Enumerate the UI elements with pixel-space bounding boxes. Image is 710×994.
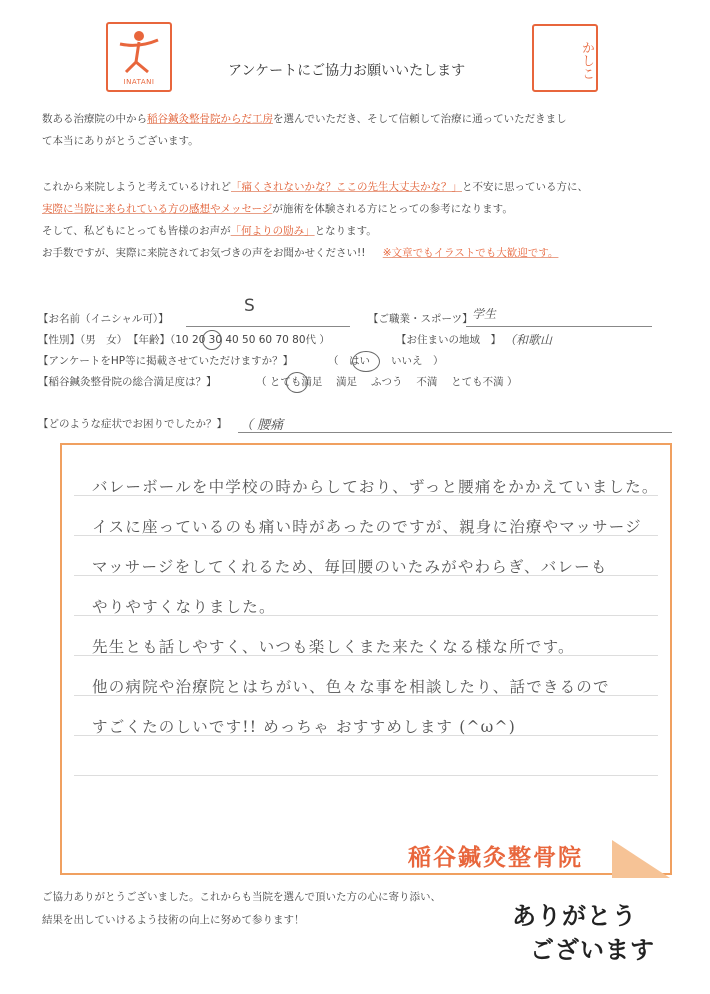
name-value[interactable]: S bbox=[244, 296, 255, 316]
message-line: 先生とも話しやすく、いつも楽しくまた来たくなる様な所です。 bbox=[92, 638, 575, 656]
message-line: 他の病院や治療院とはちがい、色々な事を相談したり、話できるので bbox=[92, 678, 610, 696]
message-line: バレーボールを中学校の時からしており、ずっと腰痛をかかえていました。 bbox=[92, 478, 659, 496]
consent-label: 【アンケートをHP等に掲載させていただけますか？】 bbox=[38, 355, 294, 367]
stamp bbox=[532, 24, 598, 92]
intro-line-3: これから来院しようと考えているけれど「痛くされないかな？ここの先生大丈夫かな？」と不安に思っている方に、 bbox=[42, 181, 588, 193]
intro-note: ※文章でもイラストでも大歓迎です。 bbox=[382, 247, 559, 259]
satisfaction-label: 【稲谷鍼灸整骨院の総合満足度は？】 bbox=[38, 376, 217, 388]
intro-line-4: 実際に当院に来られている方の感想やメッセージが施術を体験される方にとっての参考になります。 bbox=[42, 203, 513, 215]
symptom-value[interactable]: （ 腰痛 bbox=[240, 418, 284, 433]
gender-label: 【性別】（男 女） bbox=[38, 334, 128, 346]
thanks-line-2: ございます bbox=[530, 935, 655, 964]
satisfaction-options[interactable]: （ とても満足 満足 ふつう 不満 とても不満 ） bbox=[256, 376, 518, 388]
page-title: アンケートにご協力お願いいたします bbox=[228, 63, 466, 79]
clinic-logo bbox=[106, 22, 172, 92]
card-fold-corner bbox=[612, 840, 670, 878]
intro-line-5: そして、私どもにとっても皆様のお声が「何よりの励み」となります。 bbox=[42, 225, 377, 237]
message-line: イスに座っているのも痛い時があったのですが、親身に治療やマッサージ bbox=[92, 518, 642, 536]
intro-clinic-name: 稲谷鍼灸整骨院からだ工房 bbox=[147, 113, 273, 125]
stamp-text: かしこ bbox=[579, 40, 594, 80]
symptom-label: 【どのような症状でお困りでしたか？】 bbox=[38, 418, 227, 430]
job-label: 【ご職業・スポーツ】 bbox=[368, 313, 473, 325]
logo-figure-icon bbox=[108, 26, 170, 78]
message-line: すごくたのしいです!! めっちゃ おすすめします (^ω^) bbox=[92, 718, 516, 736]
intro-line-6: お手数ですが、実際に来院されてお気づきの声をお聞かせください!! ※文章でもイラストでも大歓迎です。 bbox=[42, 247, 559, 259]
name-label: 【お名前（イニシャル可）】 bbox=[38, 313, 169, 325]
name-underline bbox=[186, 326, 350, 327]
footer-line-2: 結果を出していけるよう技術の向上に努めて参ります！ bbox=[42, 914, 305, 926]
job-underline bbox=[466, 326, 652, 327]
age-label: 【年齢】（10 20 30 40 50 60 70 80代 ） bbox=[128, 334, 330, 346]
intro-line-1: 数ある治療院の中から稲谷鍼灸整骨院からだ工房を選んでいただき、そして信頼して治療に通っていただきまし bbox=[42, 113, 567, 125]
area-value[interactable]: （和歌山 bbox=[504, 333, 553, 347]
area-label: 【お住まいの地域 】 bbox=[396, 334, 501, 346]
footer-line-1: ご協力ありがとうございました。これからも当院を選んで頂いた方の心に寄り添い、 bbox=[42, 891, 441, 903]
clinic-name-signature: 稲谷鍼灸整骨院 bbox=[408, 845, 583, 871]
card-rule bbox=[74, 775, 658, 776]
intro-line-2: て本当にありがとうございます。 bbox=[42, 135, 199, 147]
consent-options[interactable]: （ はい いいえ ） bbox=[328, 355, 444, 367]
logo-text: INATANI bbox=[123, 78, 155, 86]
message-card bbox=[60, 443, 672, 875]
thanks-line-1: ありがとう bbox=[512, 901, 637, 930]
message-line: やりやすくなりました。 bbox=[92, 598, 276, 616]
age-circle bbox=[202, 330, 222, 350]
satisfaction-circle bbox=[286, 372, 308, 393]
job-value[interactable]: 学生 bbox=[472, 307, 497, 321]
consent-circle bbox=[352, 351, 380, 372]
message-line: マッサージをしてくれるため、毎回腰のいたみがやわらぎ、バレーも bbox=[92, 558, 608, 576]
symptom-underline bbox=[238, 432, 672, 433]
